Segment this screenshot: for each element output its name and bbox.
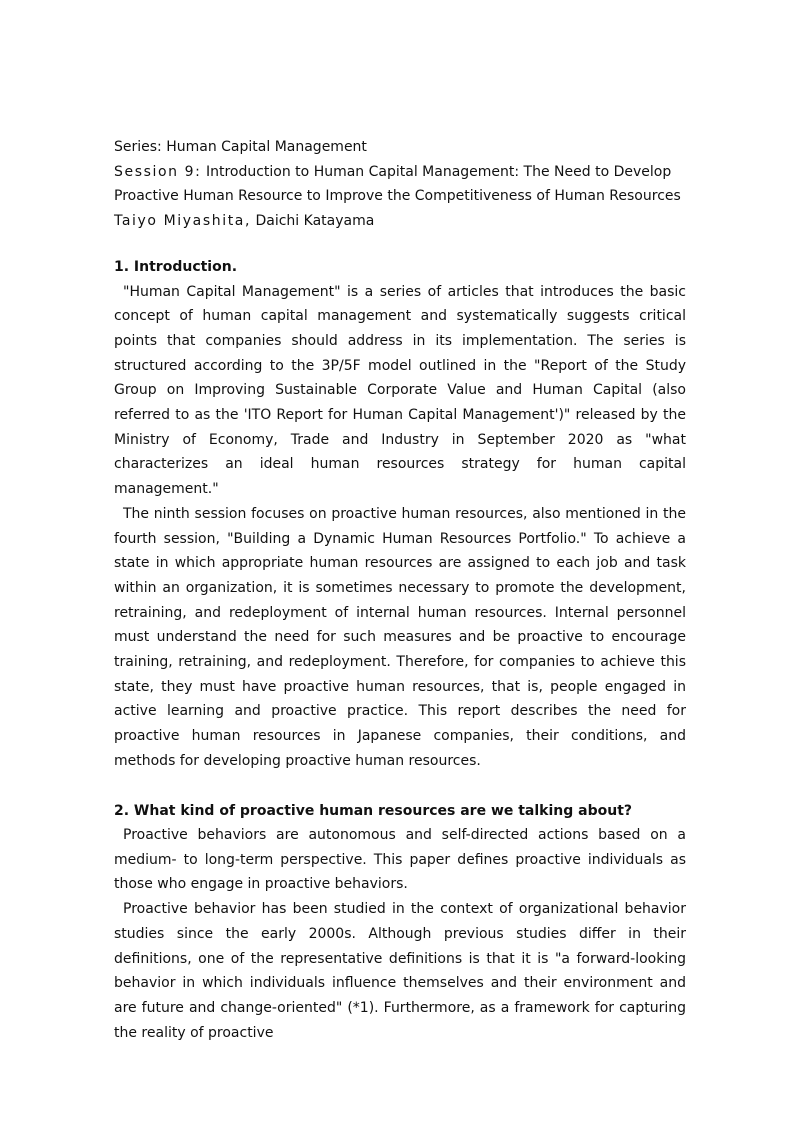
section-heading: 1. Introduction.: [114, 259, 238, 275]
session-label: Session 9:: [114, 163, 202, 180]
author-1: Taiyo Miyashita,: [114, 212, 252, 229]
paragraph: "Human Capital Management" is a series of articles that introduces the basic concept of human capital management and systematically suggests critical points that companies should address in its implementation. The series is structured according to the 3P/5F model outlined in the "Report of the Study Group on Improving Sustainable Corporate Value and Human Capital (also referred to as the 'ITO Report for Human Capital Management')" released by the Ministry of Economy, Trade and Industry in September 2020 as "what characterizes an ideal human resources strategy for human capital management.": [114, 283, 686, 498]
paragraph: The ninth session focuses on proactive human resources, also mentioned in the fourth session, "Building a Dynamic Human Resources Portfolio." To achieve a state in which appropriate human resources are assigned to each job and task within an organization, it is sometimes necessary to promote the development, retraining, and redeployment of internal human resources. Internal personnel must understand the need for such measures and be proactive to encourage training, retraining, and redeployment. Therefore, for companies to achieve this state, they must have proactive human resources, that is, people engaged in active learning and proactive practice. This report describes the need for proactive human resources in Japanese companies, their conditions, and methods for developing proactive human resources.: [114, 505, 686, 769]
paragraph: Proactive behavior has been studied in the context of organizational behavior studies since the early 2000s. Although previous studies differ in their definitions, one of the representative definitions is that it is "a forward-looking behavior in which individuals influence themselves and their environment and are future and change-oriented" (*1). Furthermore, as a framework for capturing the reality of proactive: [114, 901, 686, 1041]
author-2: Daichi Katayama: [255, 212, 375, 229]
section-introduction: [114, 255, 686, 774]
session-title-continued: Proactive Human Resource to Improve the Competitiveness of Human Resources: [114, 188, 681, 204]
authors: [114, 209, 686, 234]
section-heading: 2. What kind of proactive human resources are we talking about?: [114, 802, 633, 819]
session-title: [114, 160, 686, 185]
document-page: [114, 135, 686, 1045]
paragraph: Proactive behaviors are autonomous and self-directed actions based on a medium- to long-term perspective. This paper defines proactive individuals as those who engage in proactive behaviors.: [114, 827, 686, 893]
session-title-text: Introduction to Human Capital Management: The Need to Develop: [205, 163, 672, 180]
series-title: Series: Human Capital Management: [114, 139, 367, 155]
document-header: [114, 135, 686, 233]
section-proactive-human-resources: [114, 799, 686, 1046]
